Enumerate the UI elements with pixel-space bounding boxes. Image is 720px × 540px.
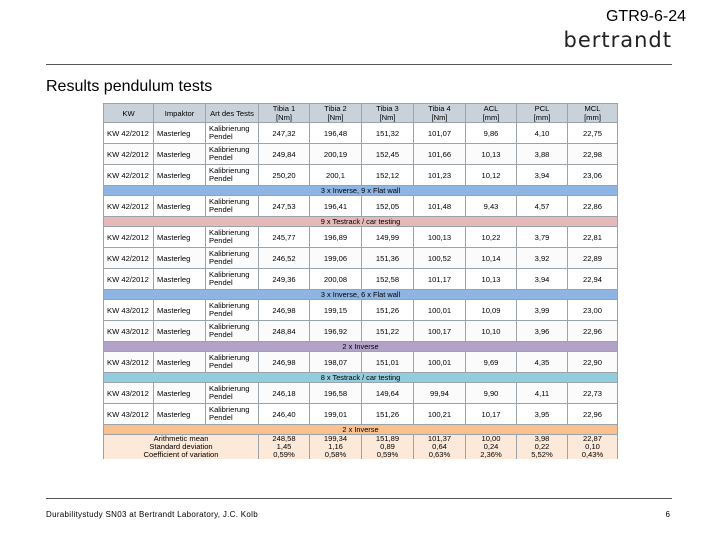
stats-value: 0,89	[362, 443, 414, 451]
table-cell: Kalibrierung Pendel	[206, 248, 259, 269]
table-cell: 22,75	[568, 123, 618, 144]
table-cell: 23,00	[568, 300, 618, 321]
table-cell: 198,07	[310, 352, 362, 373]
stats-value: 1,45	[259, 443, 310, 451]
section-row	[104, 186, 618, 196]
table-cell: 151,32	[362, 123, 414, 144]
stats-value: 151,89	[362, 435, 414, 444]
table-cell: 10,13	[466, 144, 517, 165]
stats-value: 101,37	[414, 435, 466, 444]
table-cell: 99,94	[414, 383, 466, 404]
table-cell: KW 42/2012	[104, 165, 154, 186]
table-cell: Kalibrierung Pendel	[206, 269, 259, 290]
table-cell: 3,99	[517, 300, 568, 321]
table-cell: 101,07	[414, 123, 466, 144]
section-label: 8 x Testrack / car testing	[104, 373, 618, 383]
table-cell: 3,95	[517, 404, 568, 425]
column-header: Tibia 4 [Nm]	[414, 104, 466, 123]
table-cell: 100,52	[414, 248, 466, 269]
table-cell: 245,77	[259, 227, 310, 248]
table-cell: 152,05	[362, 196, 414, 217]
column-header: Art des Tests	[206, 104, 259, 123]
table-cell: 248,84	[259, 321, 310, 342]
table-cell: 196,92	[310, 321, 362, 342]
stats-label: Standard deviation	[104, 443, 259, 451]
table-cell: 100,21	[414, 404, 466, 425]
table-header-row	[104, 104, 618, 123]
table-cell: 196,58	[310, 383, 362, 404]
table-cell: Masterleg	[154, 321, 206, 342]
slide-title: Results pendulum tests	[46, 78, 213, 95]
stats-value: 1,16	[310, 443, 362, 451]
table-cell: Kalibrierung Pendel	[206, 227, 259, 248]
table-cell: 22,89	[568, 248, 618, 269]
table-cell: Masterleg	[154, 269, 206, 290]
table-cell: 10,12	[466, 165, 517, 186]
table-cell: 3,88	[517, 144, 568, 165]
stats-value: 3,98	[517, 435, 568, 444]
stats-value: 199,34	[310, 435, 362, 444]
table-row	[104, 196, 618, 217]
table-cell: KW 43/2012	[104, 321, 154, 342]
table-cell: 152,58	[362, 269, 414, 290]
stats-value: 0,10	[568, 443, 618, 451]
section-label: 2 x Inverse	[104, 342, 618, 352]
table-cell: 4,35	[517, 352, 568, 373]
table-cell: 10,17	[466, 404, 517, 425]
table-cell: 151,26	[362, 300, 414, 321]
stats-value: 0,63%	[414, 451, 466, 459]
table-row	[104, 352, 618, 373]
table-row	[104, 404, 618, 425]
table-cell: 200,1	[310, 165, 362, 186]
table-cell: KW 42/2012	[104, 123, 154, 144]
column-header: Tibia 2 [Nm]	[310, 104, 362, 123]
table-cell: 199,15	[310, 300, 362, 321]
column-header: KW	[104, 104, 154, 123]
table-row	[104, 227, 618, 248]
table-cell: KW 42/2012	[104, 196, 154, 217]
table-cell: Masterleg	[154, 404, 206, 425]
stats-value: 0,43%	[568, 451, 618, 459]
table-cell: Masterleg	[154, 248, 206, 269]
table-cell: 152,45	[362, 144, 414, 165]
table-cell: 9,69	[466, 352, 517, 373]
table-cell: 149,64	[362, 383, 414, 404]
stats-value: 10,00	[466, 435, 517, 444]
table-cell: 22,86	[568, 196, 618, 217]
stats-row	[104, 451, 618, 459]
table-cell: 22,90	[568, 352, 618, 373]
table-cell: 23,06	[568, 165, 618, 186]
table-cell: Kalibrierung Pendel	[206, 123, 259, 144]
table-cell: 151,01	[362, 352, 414, 373]
document-id: GTR9-6-24	[605, 8, 686, 25]
table-cell: 246,98	[259, 352, 310, 373]
stats-label: Arithmetic mean	[104, 435, 259, 444]
stats-value: 0,24	[466, 443, 517, 451]
table-row	[104, 144, 618, 165]
table-cell: 22,98	[568, 144, 618, 165]
stats-value: 0,59%	[259, 451, 310, 459]
table-cell: 4,57	[517, 196, 568, 217]
table-cell: Masterleg	[154, 196, 206, 217]
table-cell: 10,22	[466, 227, 517, 248]
table-cell: Kalibrierung Pendel	[206, 300, 259, 321]
table-cell: Kalibrierung Pendel	[206, 196, 259, 217]
table-cell: 101,17	[414, 269, 466, 290]
page-number: 6	[665, 510, 670, 519]
section-row	[104, 217, 618, 227]
table-cell: KW 43/2012	[104, 300, 154, 321]
table-row	[104, 123, 618, 144]
section-label: 9 x Testrack / car testing	[104, 217, 618, 227]
section-label: 3 x Inverse, 9 x Flat wall	[104, 186, 618, 196]
table-cell: KW 42/2012	[104, 144, 154, 165]
table-cell: 3,96	[517, 321, 568, 342]
table-cell: 22,73	[568, 383, 618, 404]
table-cell: 10,13	[466, 269, 517, 290]
table-cell: 100,17	[414, 321, 466, 342]
table-cell: 3,94	[517, 165, 568, 186]
table-cell: 196,48	[310, 123, 362, 144]
stats-value: 5,52%	[517, 451, 568, 459]
footer-text: Durabilitystudy SN03 at Bertrandt Laboratory, J.C. Kolb	[46, 510, 258, 519]
table-cell: 22,96	[568, 321, 618, 342]
table-cell: 100,01	[414, 352, 466, 373]
table-cell: 10,09	[466, 300, 517, 321]
stats-row	[104, 443, 618, 451]
table-row	[104, 321, 618, 342]
table-cell: 22,81	[568, 227, 618, 248]
table-cell: 100,13	[414, 227, 466, 248]
bertrandt-logo: bertrandt	[563, 28, 672, 52]
table-cell: 9,90	[466, 383, 517, 404]
column-header: Tibia 1 [Nm]	[259, 104, 310, 123]
table-cell: Kalibrierung Pendel	[206, 383, 259, 404]
column-header: MCL [mm]	[568, 104, 618, 123]
column-header: Tibia 3 [Nm]	[362, 104, 414, 123]
table-cell: 101,23	[414, 165, 466, 186]
stats-value: 0,64	[414, 443, 466, 451]
table-cell: Kalibrierung Pendel	[206, 165, 259, 186]
table-row	[104, 383, 618, 404]
table-cell: Masterleg	[154, 352, 206, 373]
table-row	[104, 248, 618, 269]
table-row	[104, 269, 618, 290]
section-label: 2 x Inverse	[104, 425, 618, 435]
table-cell: 200,19	[310, 144, 362, 165]
table-row	[104, 300, 618, 321]
section-row	[104, 342, 618, 352]
table-cell: KW 43/2012	[104, 383, 154, 404]
table-cell: Masterleg	[154, 165, 206, 186]
section-row	[104, 373, 618, 383]
stats-value: 0,58%	[310, 451, 362, 459]
table-cell: Kalibrierung Pendel	[206, 321, 259, 342]
stats-label: Coefficient of variation	[104, 451, 259, 459]
table-cell: Masterleg	[154, 144, 206, 165]
table-cell: KW 43/2012	[104, 352, 154, 373]
table-cell: 3,94	[517, 269, 568, 290]
stats-value: 2,36%	[466, 451, 517, 459]
column-header: ACL [mm]	[466, 104, 517, 123]
table-cell: 246,98	[259, 300, 310, 321]
table-cell: 246,40	[259, 404, 310, 425]
table-cell: 151,36	[362, 248, 414, 269]
stats-value: 248,58	[259, 435, 310, 444]
results-table	[103, 103, 618, 459]
table-cell: 250,20	[259, 165, 310, 186]
table-cell: Masterleg	[154, 123, 206, 144]
stats-value: 0,59%	[362, 451, 414, 459]
table-cell: KW 42/2012	[104, 227, 154, 248]
table-cell: 9,43	[466, 196, 517, 217]
table-cell: 149,99	[362, 227, 414, 248]
table-cell: 196,89	[310, 227, 362, 248]
table-cell: 3,92	[517, 248, 568, 269]
section-label: 3 x Inverse, 6 x Flat wall	[104, 290, 618, 300]
table-cell: 249,36	[259, 269, 310, 290]
table-row	[104, 165, 618, 186]
table-cell: 246,52	[259, 248, 310, 269]
table-cell: 3,79	[517, 227, 568, 248]
table-cell: Kalibrierung Pendel	[206, 144, 259, 165]
table-cell: KW 43/2012	[104, 404, 154, 425]
table-cell: Kalibrierung Pendel	[206, 352, 259, 373]
table-cell: 199,01	[310, 404, 362, 425]
top-rule	[46, 64, 672, 65]
table-cell: Kalibrierung Pendel	[206, 404, 259, 425]
stats-value: 22,87	[568, 435, 618, 444]
table-cell: Masterleg	[154, 227, 206, 248]
table-cell: 4,11	[517, 383, 568, 404]
table-cell: KW 42/2012	[104, 248, 154, 269]
table-cell: 196,41	[310, 196, 362, 217]
table-cell: Masterleg	[154, 383, 206, 404]
section-row	[104, 425, 618, 435]
table-cell: 10,14	[466, 248, 517, 269]
results-table-container	[103, 103, 617, 459]
table-cell: 247,53	[259, 196, 310, 217]
table-cell: 101,48	[414, 196, 466, 217]
table-cell: KW 42/2012	[104, 269, 154, 290]
table-cell: 152,12	[362, 165, 414, 186]
table-cell: 249,84	[259, 144, 310, 165]
table-cell: Masterleg	[154, 300, 206, 321]
table-cell: 247,32	[259, 123, 310, 144]
table-cell: 200,08	[310, 269, 362, 290]
table-cell: 100,01	[414, 300, 466, 321]
table-cell: 10,10	[466, 321, 517, 342]
table-cell: 199,06	[310, 248, 362, 269]
table-cell: 246,18	[259, 383, 310, 404]
bottom-rule	[46, 498, 672, 499]
stats-row	[104, 435, 618, 444]
stats-value: 0,22	[517, 443, 568, 451]
section-row	[104, 290, 618, 300]
table-cell: 22,94	[568, 269, 618, 290]
column-header: Impaktor	[154, 104, 206, 123]
table-cell: 151,26	[362, 404, 414, 425]
column-header: PCL [mm]	[517, 104, 568, 123]
table-cell: 101,66	[414, 144, 466, 165]
table-cell: 22,96	[568, 404, 618, 425]
table-cell: 151,22	[362, 321, 414, 342]
table-cell: 9,86	[466, 123, 517, 144]
table-cell: 4,10	[517, 123, 568, 144]
